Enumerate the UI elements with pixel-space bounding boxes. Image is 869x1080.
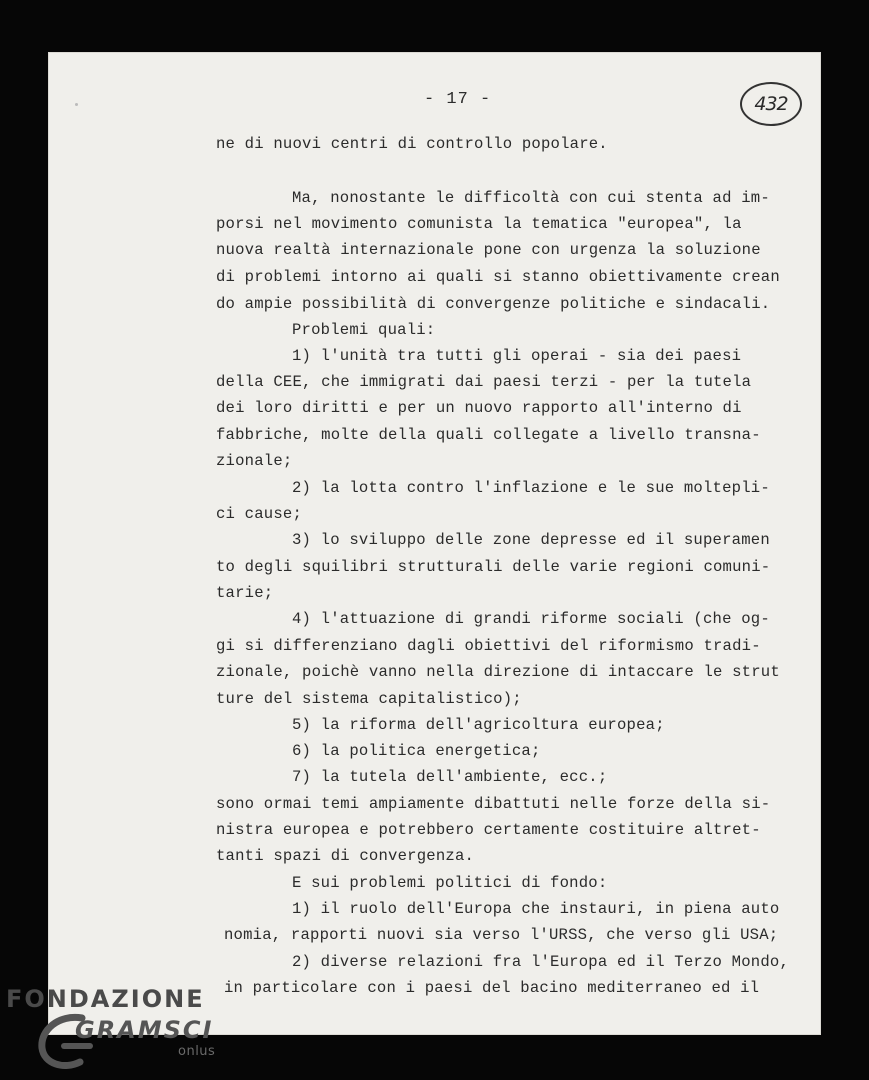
text-line: 1) il ruolo dell'Europa che instauri, in piena auto: [292, 900, 780, 918]
text-line: di problemi intorno ai quali si stanno obiettivamente crean: [216, 268, 780, 286]
text-line: nomia, rapporti nuovi sia verso l'URSS, che verso gli USA;: [224, 926, 779, 944]
text-line: ture del sistema capitalistico);: [216, 690, 522, 708]
text-line: nistra europea e potrebbero certamente costituire altret-: [216, 821, 761, 839]
text-line: E sui problemi politici di fondo:: [292, 874, 608, 892]
text-line: 5) la riforma dell'agricoltura europea;: [292, 716, 665, 734]
text-line: ne di nuovi centri di controllo popolare.: [216, 135, 608, 153]
text-line: 2) diverse relazioni fra l'Europa ed il Terzo Mondo,: [292, 953, 790, 971]
archive-stamp: 432: [740, 82, 802, 126]
text-line: zionale;: [216, 452, 293, 470]
text-line: do ampie possibilità di convergenze politiche e sindacali.: [216, 295, 771, 313]
text-line: 4) l'attuazione di grandi riforme sociali (che og-: [292, 610, 770, 628]
text-line: tarie;: [216, 584, 274, 602]
text-line: zionale, poichè vanno nella direzione di intaccare le strut: [216, 663, 780, 681]
watermark-gramsci: GRAMSCI: [75, 1016, 214, 1044]
text-line: gi si differenziano dagli obiettivi del riformismo tradi-: [216, 637, 761, 655]
text-line: nuova realtà internazionale pone con urgenza la soluzione: [216, 241, 761, 259]
text-line: fabbriche, molte della quali collegate a livello transna-: [216, 426, 761, 444]
text-line: 7) la tutela dell'ambiente, ecc.;: [292, 768, 608, 786]
text-line: della CEE, che immigrati dai paesi terzi - per la tutela: [216, 373, 752, 391]
text-line: tanti spazi di convergenza.: [216, 847, 475, 865]
text-line: 6) la politica energetica;: [292, 742, 541, 760]
page-number: - 17 -: [424, 90, 492, 109]
text-line: 1) l'unità tra tutti gli operai - sia dei paesi: [292, 347, 742, 365]
text-line: dei loro diritti e per un nuovo rapporto all'interno di: [216, 399, 742, 417]
paper-speck: [75, 103, 78, 106]
text-line: to degli squilibri strutturali delle varie regioni comuni-: [216, 558, 771, 576]
text-line: Problemi quali:: [292, 321, 436, 339]
text-line: porsi nel movimento comunista la tematica "europea", la: [216, 215, 742, 233]
text-line: sono ormai temi ampiamente dibattuti nelle forze della si-: [216, 795, 771, 813]
text-line: 3) lo sviluppo delle zone depresse ed il superamen: [292, 531, 770, 549]
watermark-onlus: onlus: [178, 1044, 216, 1059]
watermark-foundation: FONDAZIONE: [6, 985, 205, 1013]
text-line: ci cause;: [216, 505, 303, 523]
text-line: in particolare con i paesi del bacino mediterraneo ed il: [224, 979, 760, 997]
text-line: Ma, nonostante le difficoltà con cui stenta ad im-: [292, 189, 770, 207]
text-line: 2) la lotta contro l'inflazione e le sue moltepli-: [292, 479, 770, 497]
